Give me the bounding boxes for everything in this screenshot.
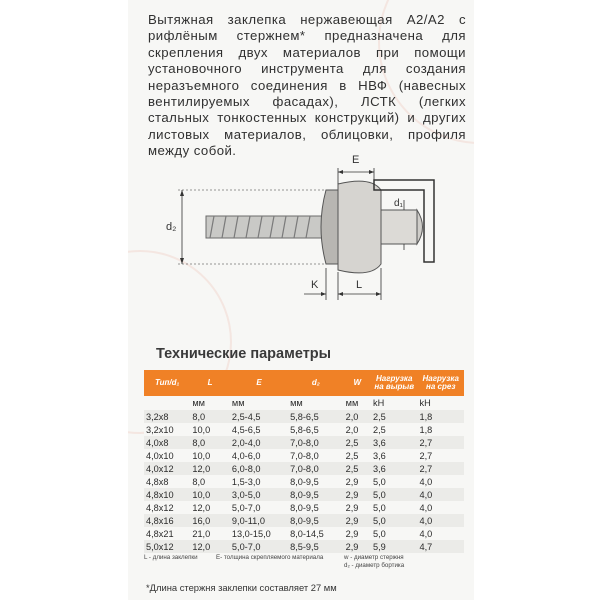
table-units-row [144, 396, 464, 410]
table-row [144, 436, 464, 449]
table-cell: 5,8-6,5 [288, 410, 344, 423]
table-cell: 1,8 [417, 410, 464, 423]
table-cell: 5,0-7,0 [230, 540, 288, 553]
table-cell: 3,6 [371, 462, 417, 475]
table-cell: 7,0-8,0 [288, 462, 344, 475]
table-cell: 4,5-6,5 [230, 423, 288, 436]
header-pull-load: Нагрузка на вырыв [371, 370, 417, 396]
table-cell: 8,0 [190, 475, 230, 488]
table-cell: 1,5-3,0 [230, 475, 288, 488]
table-cell: 4,0 [417, 475, 464, 488]
table-row [144, 462, 464, 475]
table-cell: 2,0-4,0 [230, 436, 288, 449]
params-title: Технические параметры [156, 346, 332, 362]
table-cell: 2,5 [371, 410, 417, 423]
header-shear-load: Нагрузка на срез [417, 370, 464, 396]
footnote: *Длина стержня заклепки составляет 27 мм [146, 582, 337, 593]
label-d2: d₂ [166, 221, 177, 233]
header-type: Тип/d₁ [144, 370, 190, 396]
table-row [144, 501, 464, 514]
table-cell: 8,0 [190, 410, 230, 423]
table-cell: 4,8x21 [144, 527, 190, 540]
table-cell: 5,0 [371, 501, 417, 514]
table-cell: 12,0 [190, 540, 230, 553]
table-cell: 6,0-8,0 [230, 462, 288, 475]
table-cell: 21,0 [190, 527, 230, 540]
table-cell: 16,0 [190, 514, 230, 527]
table-cell: 5,0 [371, 488, 417, 501]
table-cell: 8,0-14,5 [288, 527, 344, 540]
table-cell: 2,5 [344, 449, 371, 462]
table-cell: 4,0 [417, 527, 464, 540]
table-cell: 7,0-8,0 [288, 449, 344, 462]
table-cell: 5,0x12 [144, 540, 190, 553]
table-row [144, 488, 464, 501]
product-description: Вытяжная заклепка нержавеющая А2/А2 с рифлёным стержнем* предназначена для скрепления двух материалов при помощи установочного инструмента для создания неразъемного соединения в НВФ (навесных вентилируемых фасадах), ЛСТК (легких стальных тонкостенных конструкций) и других листовых материалов, облицовки, профиля между собой. [148, 12, 466, 159]
table-cell: 4,8x10 [144, 488, 190, 501]
table-cell: 2,7 [417, 462, 464, 475]
table-cell: 2,5-4,5 [230, 410, 288, 423]
table-cell: 4,8x12 [144, 501, 190, 514]
header-d2: d₂ [288, 370, 344, 396]
spec-table-header [144, 370, 464, 396]
label-k: K [311, 279, 319, 291]
table-cell: 5,0 [371, 527, 417, 540]
table-cell: 5,0-7,0 [230, 501, 288, 514]
table-cell: 3,2x10 [144, 423, 190, 436]
table-cell: 2,0 [344, 410, 371, 423]
table-cell: 5,8-6,5 [288, 423, 344, 436]
label-e: E [352, 154, 360, 166]
table-row [144, 410, 464, 423]
table-row [144, 475, 464, 488]
table-cell: 5,0 [371, 475, 417, 488]
table-row [144, 527, 464, 540]
table-cell: 8,0-9,5 [288, 501, 344, 514]
table-cell: 10,0 [190, 488, 230, 501]
header-e: E [230, 370, 288, 396]
table-cell: 8,0-9,5 [288, 475, 344, 488]
table-cell: 2,5 [371, 423, 417, 436]
legend-d2: d₂ - диаметр бортика [344, 562, 405, 569]
table-cell: 4,0x10 [144, 449, 190, 462]
table-cell: 2,5 [344, 462, 371, 475]
spec-table [144, 370, 464, 553]
table-cell: 12,0 [190, 462, 230, 475]
table-cell: 4,0 [417, 501, 464, 514]
table-cell: 4,7 [417, 540, 464, 553]
table-row [144, 423, 464, 436]
table-cell: 4,8x8 [144, 475, 190, 488]
table-cell: 5,9 [371, 540, 417, 553]
table-cell: 10,0 [190, 423, 230, 436]
table-cell: 8,0-9,5 [288, 514, 344, 527]
header-l: L [190, 370, 230, 396]
label-d1: d₁ [394, 198, 403, 209]
table-cell: 2,7 [417, 436, 464, 449]
table-cell: 8,0-9,5 [288, 488, 344, 501]
unit-cell [144, 396, 190, 410]
unit-cell: мм [288, 396, 344, 410]
table-cell: 4,0x8 [144, 436, 190, 449]
table-row [144, 514, 464, 527]
unit-cell: мм [190, 396, 230, 410]
table-cell: 2,0 [344, 423, 371, 436]
table-cell: 12,0 [190, 501, 230, 514]
table-cell: 7,0-8,0 [288, 436, 344, 449]
table-cell: 2,9 [344, 488, 371, 501]
rivet-diagram [166, 150, 466, 315]
table-cell: 2,9 [344, 501, 371, 514]
rivet-mandrel [206, 216, 326, 238]
table-cell: 2,5 [344, 436, 371, 449]
table-cell: 4,0x12 [144, 462, 190, 475]
table-cell: 13,0-15,0 [230, 527, 288, 540]
table-cell: 3,2x8 [144, 410, 190, 423]
table-cell: 3,6 [371, 449, 417, 462]
label-l: L [356, 279, 363, 291]
table-cell: 9,0-11,0 [230, 514, 288, 527]
table-cell: 4,0 [417, 488, 464, 501]
legend-l: L - длина заклепки [144, 554, 198, 561]
unit-cell: мм [230, 396, 288, 410]
unit-cell: мм [344, 396, 371, 410]
table-cell: 3,6 [371, 436, 417, 449]
legend-w: w - диаметр стержня [344, 554, 404, 561]
table-cell: 2,9 [344, 475, 371, 488]
table-cell: 8,5-9,5 [288, 540, 344, 553]
table-row [144, 449, 464, 462]
unit-cell: kH [371, 396, 417, 410]
rivet-head [321, 190, 338, 264]
table-cell: 10,0 [190, 449, 230, 462]
table-cell: 4,0 [417, 514, 464, 527]
table-cell: 5,0 [371, 514, 417, 527]
table-cell: 8,0 [190, 436, 230, 449]
table-cell: 1,8 [417, 423, 464, 436]
unit-cell: kH [417, 396, 464, 410]
table-cell: 2,7 [417, 449, 464, 462]
table-cell: 3,0-5,0 [230, 488, 288, 501]
rivet-body [338, 181, 381, 273]
header-w: W [344, 370, 371, 396]
table-cell: 2,9 [344, 514, 371, 527]
legend-e: E- толщина скрепляемого материала [216, 554, 324, 561]
table-cell: 2,9 [344, 540, 371, 553]
table-row [144, 540, 464, 553]
product-card [128, 0, 474, 600]
table-cell: 2,9 [344, 527, 371, 540]
table-cell: 4,8x16 [144, 514, 190, 527]
table-cell: 4,0-6,0 [230, 449, 288, 462]
